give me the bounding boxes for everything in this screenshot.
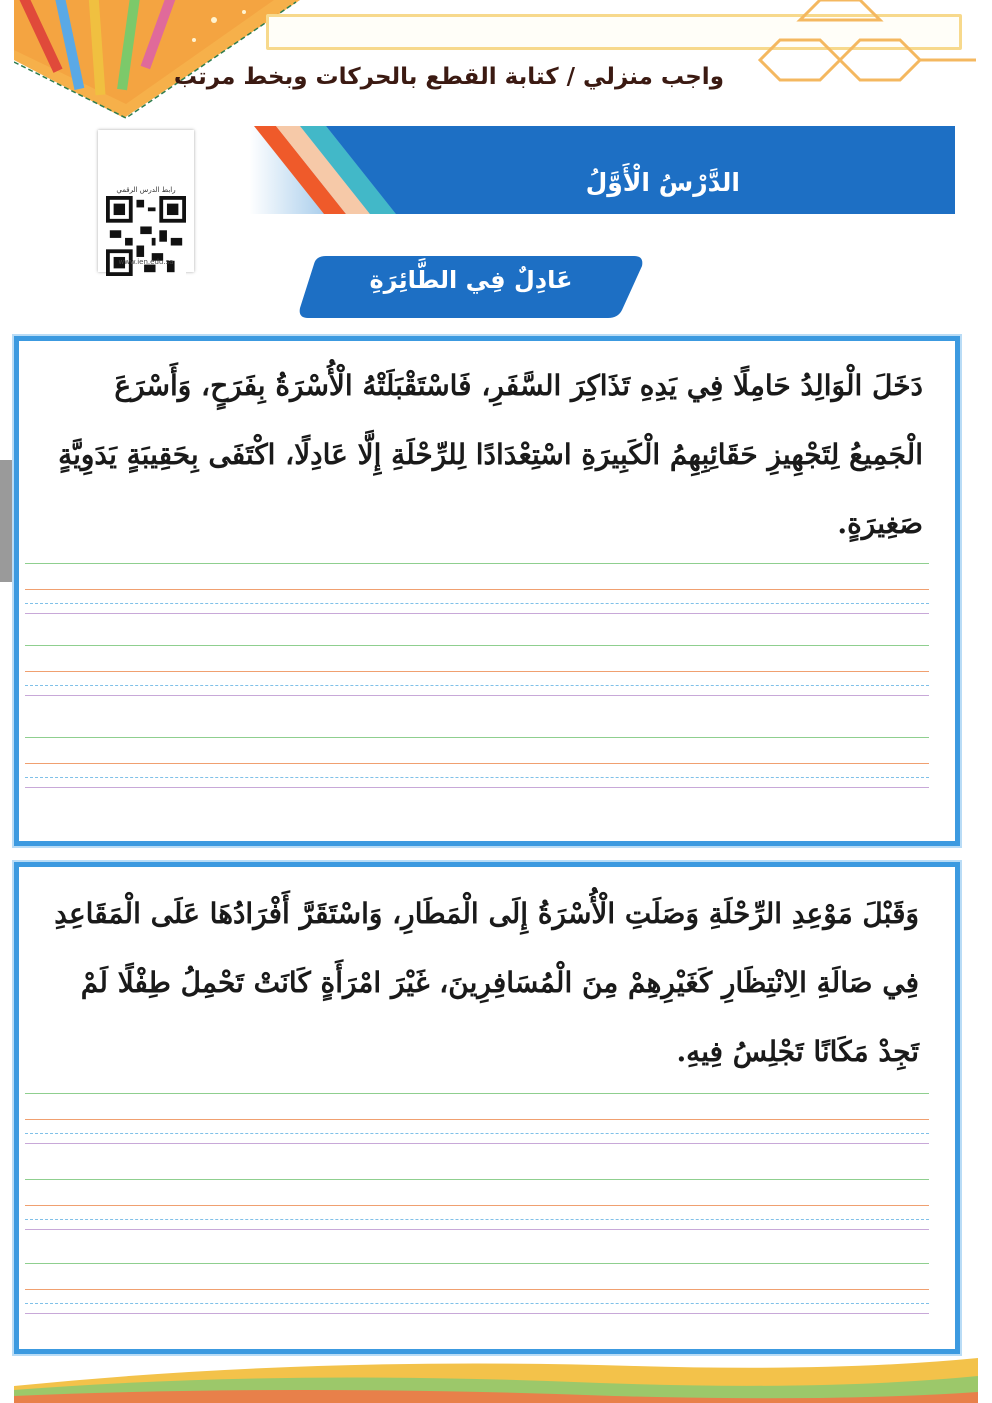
lesson-title: عَادِلٌ فِي الطَّائِرَةِ (369, 266, 573, 294)
homework-title: واجب منزلي / كتابة القطع بالحركات وبخط مرتب (173, 64, 724, 90)
passage-box-1 (14, 336, 960, 846)
passage-text-2: وَقَبْلَ مَوْعِدِ الرِّحْلَةِ وَصَلَتِ الْأُسْرَةُ إِلَى الْمَطَارِ، وَاسْتَقَرَّ أَفْرَادُهَا عَلَى الْمَقَاعِدِ فِي صَالَةِ الِانْتِظَارِ كَغَيْرِهِمْ مِنَ الْمُسَافِرِينَ، غَيْرَ امْرَأَةٍ كَانَتْ تَحْمِلُ طِفْلًا لَمْ تَجِدْ مَكَانًا تَجْلِسُ فِيهِ. (54, 897, 919, 1068)
pencils-decoration (14, 0, 300, 120)
bottom-decoration (14, 1352, 978, 1403)
qr-caption: رابط الدرس الرقمي (116, 186, 176, 194)
passage-text-1: دَخَلَ الْوَالِدُ حَامِلًا فِي يَدِهِ تَذَاكِرَ السَّفَرِ، فَاسْتَقْبَلَتْهُ الْأُسْرَةُ بِفَرَحٍ، وَأَسْرَعَ الْجَمِيعُ لِتَجْهِيزِ حَقَائِبِهِمُ الْكَبِيرَةِ اسْتِعْدَادًا لِلرِّحْلَةِ إِلَّا عَادِلًا، اكْتَفَى بِحَقِيبَةٍ يَدَوِيَّةٍ صَغِيرَةٍ. (58, 369, 923, 540)
hexagon-decoration (740, 0, 980, 100)
qr-card[interactable] (98, 130, 194, 272)
lesson-number: الدَّرْسُ الْأَوَّلُ (585, 168, 740, 197)
qr-url: www.ien.edu.sa (118, 258, 174, 266)
passage-box-2 (14, 862, 960, 1354)
